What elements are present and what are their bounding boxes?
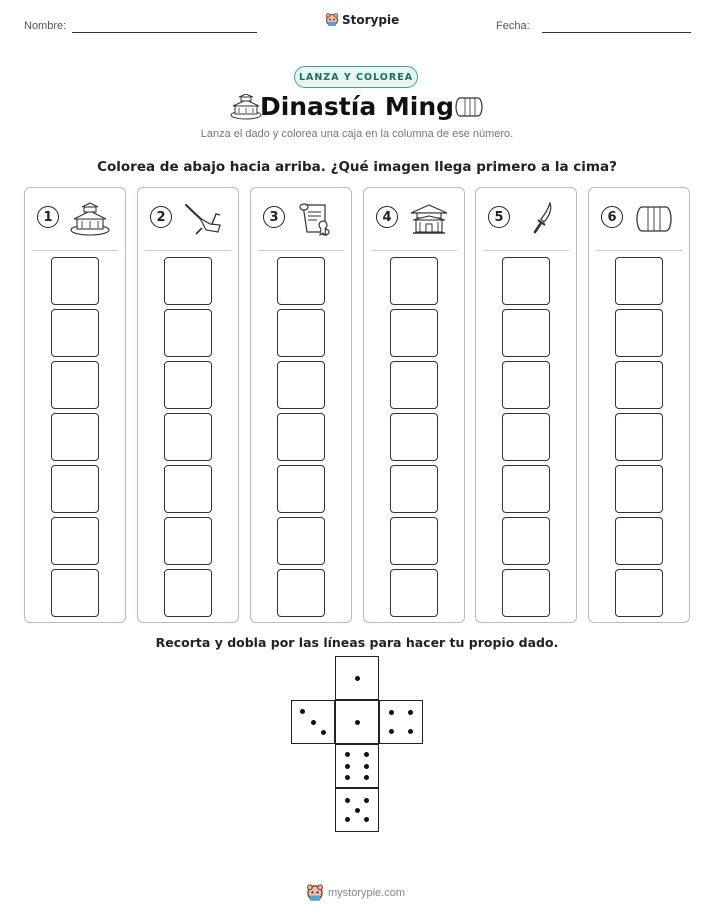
color-box[interactable] — [164, 309, 212, 357]
scroll-icon — [295, 202, 337, 236]
column-number: 6 — [601, 206, 623, 228]
color-box[interactable] — [51, 361, 99, 409]
dice-pip — [355, 808, 360, 813]
storypie-mascot-icon — [325, 13, 339, 27]
drum-icon — [455, 95, 483, 119]
color-box[interactable] — [390, 361, 438, 409]
dice-pip — [345, 764, 350, 769]
color-box[interactable] — [615, 569, 663, 617]
column-divider — [258, 250, 344, 251]
column-divider — [145, 250, 231, 251]
color-box[interactable] — [615, 257, 663, 305]
color-box[interactable] — [390, 309, 438, 357]
color-box[interactable] — [51, 569, 99, 617]
column-header — [261, 202, 345, 238]
sword-icon — [520, 202, 562, 236]
column-4 — [363, 187, 465, 623]
column-header — [486, 202, 570, 238]
coloring-instruction: Colorea de abajo hacia arriba. ¿Qué imagen llega primero a la cima? — [97, 159, 617, 175]
color-box[interactable] — [277, 257, 325, 305]
color-box[interactable] — [277, 465, 325, 513]
color-box[interactable] — [615, 413, 663, 461]
color-box[interactable] — [390, 413, 438, 461]
dice-pip — [389, 729, 394, 734]
column-number: 5 — [488, 206, 510, 228]
column-divider — [32, 250, 118, 251]
dice-pip — [345, 752, 350, 757]
dice-pip — [345, 817, 350, 822]
color-box[interactable] — [277, 569, 325, 617]
color-box[interactable] — [51, 309, 99, 357]
column-3 — [250, 187, 352, 623]
name-line — [72, 32, 257, 33]
color-box[interactable] — [51, 517, 99, 565]
column-5 — [475, 187, 577, 623]
color-box[interactable] — [390, 517, 438, 565]
column-2 — [137, 187, 239, 623]
dice-pip — [364, 817, 369, 822]
color-box[interactable] — [164, 361, 212, 409]
column-header — [374, 202, 458, 238]
color-box[interactable] — [277, 309, 325, 357]
color-box[interactable] — [164, 569, 212, 617]
footer — [306, 884, 405, 902]
color-box[interactable] — [502, 569, 550, 617]
dice-face-4 — [379, 700, 423, 744]
dice-pip — [345, 798, 350, 803]
column-header — [35, 202, 119, 238]
color-box[interactable] — [502, 257, 550, 305]
dice-pip — [311, 720, 316, 725]
dice-pip — [364, 764, 369, 769]
color-box[interactable] — [615, 309, 663, 357]
color-box[interactable] — [164, 465, 212, 513]
brand-logo — [325, 13, 399, 27]
dice-pip — [364, 798, 369, 803]
dice-pip — [408, 710, 413, 715]
column-number: 3 — [263, 206, 285, 228]
dice-pip — [355, 720, 360, 725]
dice-pip — [408, 729, 413, 734]
column-number: 1 — [37, 206, 59, 228]
column-number: 2 — [150, 206, 172, 228]
color-box[interactable] — [390, 257, 438, 305]
column-divider — [371, 250, 457, 251]
color-box[interactable] — [615, 361, 663, 409]
color-box[interactable] — [502, 413, 550, 461]
column-divider — [596, 250, 682, 251]
dice-pip — [355, 676, 360, 681]
column-divider — [483, 250, 569, 251]
drum-icon — [633, 202, 675, 236]
dice-face-6 — [335, 744, 379, 788]
name-label: Nombre: — [24, 20, 67, 32]
date-label: Fecha: — [496, 20, 530, 32]
column-1 — [24, 187, 126, 623]
dice-pip — [321, 730, 326, 735]
color-box[interactable] — [502, 361, 550, 409]
color-box[interactable] — [502, 517, 550, 565]
dice-pip — [389, 710, 394, 715]
color-box[interactable] — [164, 257, 212, 305]
footer-site: mystorypie.com — [328, 887, 406, 899]
color-box[interactable] — [277, 361, 325, 409]
color-box[interactable] — [51, 465, 99, 513]
activity-badge: LANZA Y COLOREA — [294, 66, 418, 88]
dice-pip — [364, 775, 369, 780]
color-box[interactable] — [615, 465, 663, 513]
color-box[interactable] — [390, 465, 438, 513]
dice-face-1 — [335, 700, 379, 744]
page-title: Dinastía Ming — [259, 92, 455, 121]
dice-pip — [300, 709, 305, 714]
dice-pip — [345, 775, 350, 780]
forbidden-city-icon — [69, 202, 111, 236]
column-header — [599, 202, 683, 238]
dice-pip — [364, 752, 369, 757]
page-subtitle: Lanza el dado y colorea una caja en la columna de ese número. — [200, 128, 514, 140]
brand-name: Storypie — [342, 13, 400, 27]
date-line — [542, 32, 691, 33]
dice-face-1 — [335, 656, 379, 700]
color-box[interactable] — [390, 569, 438, 617]
plow-icon — [182, 202, 224, 236]
dice-instruction: Recorta y dobla por las líneas para hacer tu propio dado. — [155, 635, 559, 650]
color-box[interactable] — [277, 517, 325, 565]
color-box[interactable] — [51, 413, 99, 461]
column-6 — [588, 187, 690, 623]
color-box[interactable] — [502, 309, 550, 357]
dice-face-3 — [291, 700, 335, 744]
column-header — [148, 202, 232, 238]
color-box[interactable] — [277, 413, 325, 461]
color-box[interactable] — [164, 517, 212, 565]
color-box[interactable] — [615, 517, 663, 565]
dice-face-5 — [335, 788, 379, 832]
color-box[interactable] — [164, 413, 212, 461]
temple-icon — [408, 202, 450, 236]
color-box[interactable] — [51, 257, 99, 305]
column-number: 4 — [376, 206, 398, 228]
storypie-mascot-icon — [306, 884, 324, 902]
color-box[interactable] — [502, 465, 550, 513]
